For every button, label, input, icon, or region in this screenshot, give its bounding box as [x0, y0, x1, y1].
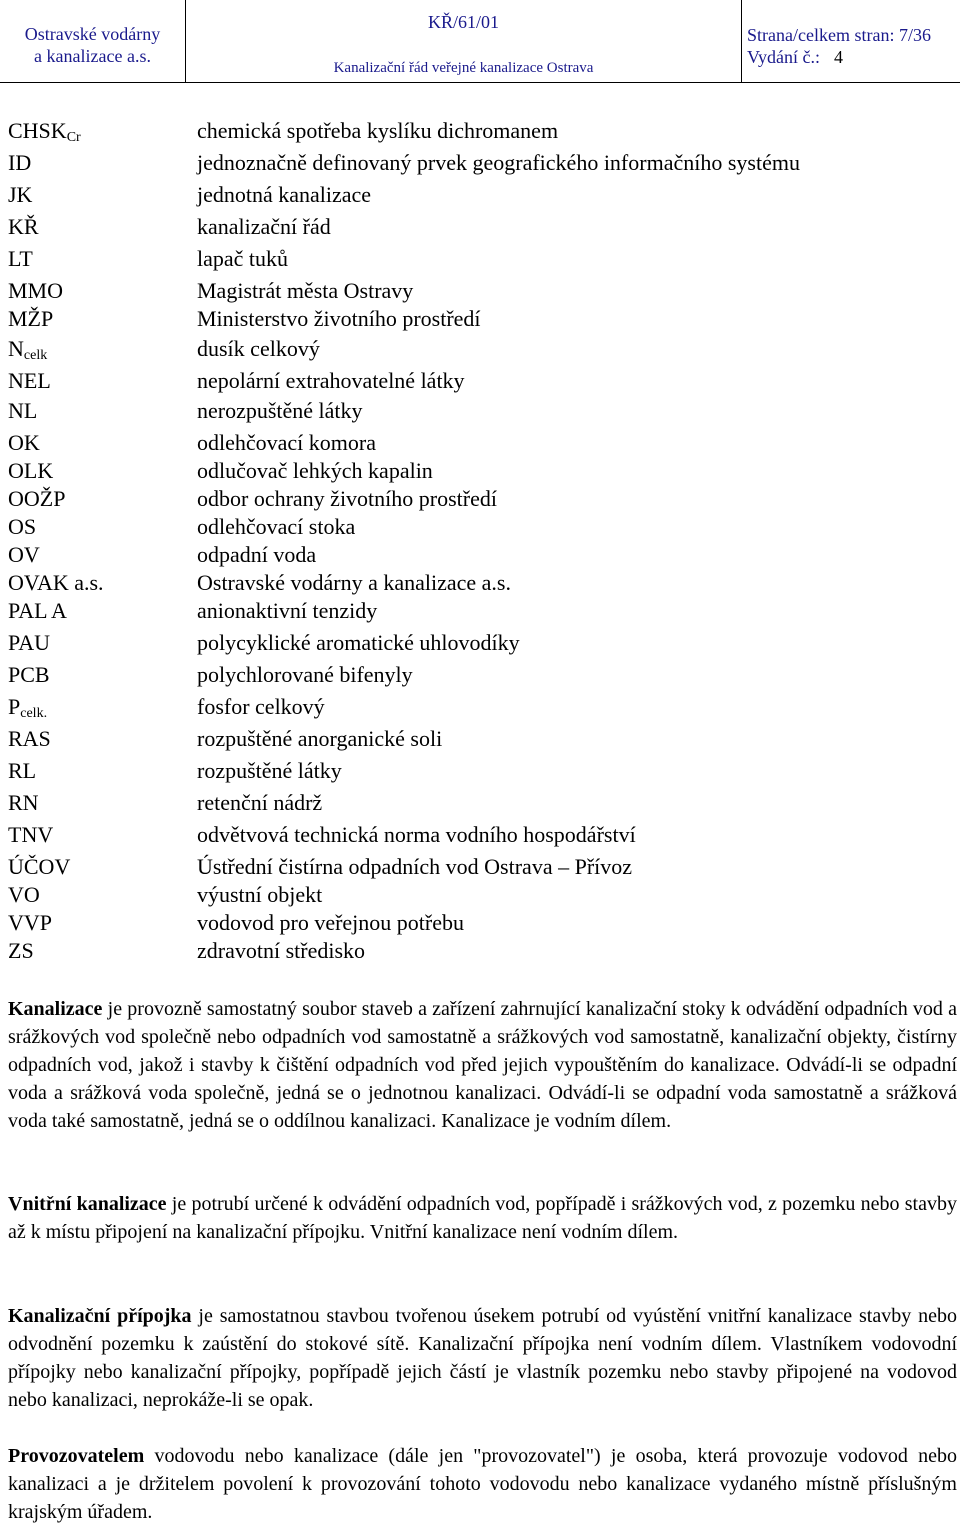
abbreviation-definition: rozpuštěné anorganické soli — [197, 726, 443, 751]
paragraph-text: vodovodu nebo kanalizace (dále jen "provozovatel") je osoba, která provozuje vodovod nebo kanalizaci a je držitelem povolení k provozování tohoto vodovodu nebo kanalizace vydaného místně příslušným krajským úřadem. — [8, 1445, 957, 1523]
paragraph-text: je potrubí určené k odvádění odpadních vod, popřípadě i srážkových vod, z pozemku nebo stavby až k místu připojení na kanalizační přípojku. Vnitřní kanalizace není vodním dílem. — [8, 1193, 957, 1243]
abbreviation-row — [0, 599, 960, 629]
abbreviation-text: NL — [8, 398, 38, 423]
abbreviation-text: PAU — [8, 630, 50, 655]
abbreviation — [8, 247, 33, 271]
abbreviation-definition: jednoznačně definovaný prvek geografického informačního systému — [197, 150, 800, 175]
abbreviation-text: MŽP — [8, 306, 54, 331]
abbreviation — [8, 759, 36, 783]
abbreviation — [8, 911, 52, 935]
abbreviation-row — [0, 215, 960, 245]
abbreviation-text: OS — [8, 514, 37, 539]
abbreviation — [8, 307, 53, 331]
header-company-cell — [0, 0, 185, 82]
abbreviation-row — [0, 487, 960, 517]
abbreviation-definition: odlučovač lehkých kapalin — [197, 458, 433, 483]
abbreviation-row — [0, 939, 960, 969]
abbreviation-row — [0, 543, 960, 573]
abbreviation-definition: vodovod pro veřejnou potřebu — [197, 910, 464, 935]
abbreviation-text: OOŽP — [8, 486, 66, 511]
abbreviation-text: ÚČOV — [8, 854, 71, 879]
abbreviation-definition: výustní objekt — [197, 882, 323, 907]
abbreviation — [8, 399, 37, 423]
term: Vnitřní kanalizace — [8, 1193, 167, 1215]
abbreviation-definition: jednotná kanalizace — [197, 182, 372, 207]
abbreviation — [8, 215, 39, 239]
company-name-line2: a kanalizace a.s. — [34, 46, 151, 66]
abbreviation-text: MMO — [8, 278, 64, 303]
abbreviation-text: VO — [8, 882, 40, 907]
abbreviation — [8, 459, 53, 483]
abbreviation-text: ID — [8, 150, 32, 175]
abbreviation-row — [0, 883, 960, 913]
abbreviation-row — [0, 119, 960, 149]
abbreviation-text: OLK — [8, 458, 54, 483]
abbreviation-row — [0, 759, 960, 789]
abbreviation-text: PAL A — [8, 598, 67, 623]
abbreviation-definition: odlehčovací stoka — [197, 514, 356, 539]
abbreviation-definition: anionaktivní tenzidy — [197, 598, 378, 623]
abbreviation — [8, 883, 40, 907]
abbreviation-text: ZS — [8, 938, 34, 963]
abbreviation-text: CHSK — [8, 118, 67, 143]
abbreviation-row — [0, 855, 960, 885]
term: Kanalizace — [8, 998, 103, 1020]
abbreviation-definition: polycyklické aromatické uhlovodíky — [197, 630, 520, 655]
abbreviation-text: RN — [8, 790, 39, 815]
abbreviation — [8, 543, 40, 567]
abbreviation-definition: Ústřední čistírna odpadních vod Ostrava – Přívoz — [197, 854, 633, 879]
abbreviation — [8, 151, 31, 175]
abbreviation-definition: nepolární extrahovatelné látky — [197, 368, 465, 393]
abbreviation-definition: kanalizační řád — [197, 214, 331, 239]
abbreviation-row — [0, 279, 960, 309]
abbreviation-row — [0, 695, 960, 725]
abbreviation — [8, 515, 36, 539]
abbreviation-row — [0, 183, 960, 213]
abbreviation-text: TNV — [8, 822, 54, 847]
abbreviation — [8, 791, 39, 815]
abbreviation-row — [0, 337, 960, 367]
abbreviation-definition: odlehčovací komora — [197, 430, 376, 455]
page-header — [0, 0, 960, 82]
abbreviation-definition: lapač tuků — [197, 246, 289, 271]
abbreviation-text: JK — [8, 182, 33, 207]
paragraph-text: je provozně samostatný soubor staveb a zařízení zahrnující kanalizační stoky k odvádění odpadních vod a srážkových vod společně nebo odpadních vod samostatně a srážkových vod samostatně, kanalizační objekty, čistírny odpadních vod, jakož i stavby k čištění odpadních vod před jejich vypouštěním do kanalizace. Odvádí-li se odpadní voda a srážková voda společně, jedná se o jednotnou kanalizaci. Odvádí-li se odpadní voda samostatně a srážková voda také samostatně, jedná se o oddílnou kanalizaci. Kanalizace je vodním dílem. — [8, 998, 957, 1132]
abbreviation — [8, 487, 65, 511]
abbreviation-row — [0, 823, 960, 853]
header-page-cell — [741, 0, 960, 82]
abbreviation-row — [0, 791, 960, 821]
abbreviation-row — [0, 399, 960, 429]
abbreviation-text: NEL — [8, 368, 51, 393]
abbreviation-row — [0, 663, 960, 693]
abbreviation-row — [0, 515, 960, 545]
abbreviation-text: P — [8, 694, 21, 719]
abbreviation-definition: odpadní voda — [197, 542, 317, 567]
abbreviation — [8, 183, 32, 207]
abbreviation-row — [0, 431, 960, 461]
abbreviation — [8, 631, 50, 655]
abbreviation-text: OK — [8, 430, 40, 455]
term: Provozovatelem — [8, 1445, 145, 1467]
abbreviation-row — [0, 571, 960, 601]
paragraph-vnitrni-kanalizace — [8, 1190, 957, 1246]
abbreviation — [8, 431, 40, 455]
abbreviation-text: OV — [8, 542, 40, 567]
paragraph-provozovatel — [8, 1442, 957, 1526]
abbreviation-definition: Ministerstvo životního prostředí — [197, 306, 481, 331]
abbreviation-definition: Magistrát města Ostravy — [197, 278, 414, 303]
abbreviation-text: OVAK a.s. — [8, 570, 104, 595]
document-code: KŘ/61/01 — [427, 12, 499, 32]
abbreviation-text: N — [8, 336, 24, 361]
abbreviation-row — [0, 151, 960, 181]
abbreviation-subscript: Cr — [66, 130, 81, 145]
abbreviation-row — [0, 369, 960, 399]
abbreviation-definition: nerozpuštěné látky — [197, 398, 363, 423]
abbreviation-row — [0, 459, 960, 489]
abbreviation — [8, 663, 50, 687]
abbreviation-row — [0, 631, 960, 661]
paragraph-kanalizace — [8, 995, 957, 1135]
abbreviation — [8, 855, 70, 879]
document-title: Kanalizační řád veřejné kanalizace Ostrava — [333, 60, 594, 76]
abbreviation-definition: chemická spotřeba kyslíku dichromanem — [197, 118, 559, 143]
abbreviation-definition: odvětvová technická norma vodního hospodářství — [197, 822, 636, 847]
abbreviation-text: VVP — [8, 910, 53, 935]
edition-number: 4 — [833, 47, 843, 67]
header-document-cell — [185, 0, 742, 82]
abbreviation-definition: odbor ochrany životního prostředí — [197, 486, 497, 511]
abbreviation-definition: polychlorované bifenyly — [197, 662, 413, 687]
abbreviation — [8, 823, 53, 847]
abbreviation — [8, 369, 51, 393]
abbreviation-definition: Ostravské vodárny a kanalizace a.s. — [197, 570, 511, 595]
abbreviation — [8, 279, 63, 303]
paragraph-text: je samostatnou stavbou tvořenou úsekem potrubí od vyústění vnitřní kanalizace stavby nebo odvodnění pozemku k zaústění do stokové sítě. Kanalizační přípojka není vodním dílem. Vlastníkem vodovodní přípojky nebo kanalizační přípojky, popřípadě jejich částí je vlastník pozemku nebo stavby připojené na vodovod nebo kanalizaci, neprokáže-li se opak. — [8, 1305, 957, 1411]
abbreviation-text: RAS — [8, 726, 51, 751]
abbreviation-subscript: celk — [23, 348, 48, 363]
abbreviation-row — [0, 307, 960, 337]
abbreviation — [8, 599, 67, 623]
abbreviation — [8, 695, 47, 719]
abbreviation — [8, 571, 104, 595]
abbreviation — [8, 939, 34, 963]
page-count: Strana/celkem stran: 7/36 — [747, 25, 931, 45]
abbreviation-text: KŘ — [8, 214, 39, 239]
header-divider — [0, 82, 960, 83]
edition — [747, 47, 843, 68]
abbreviation — [8, 727, 51, 751]
paragraph-kanalizacni-pripojka — [8, 1302, 957, 1414]
abbreviation-text: PCB — [8, 662, 50, 687]
abbreviation-definition: retenční nádrž — [197, 790, 323, 815]
abbreviation-definition: rozpuštěné látky — [197, 758, 342, 783]
edition-label: Vydání č.: — [747, 47, 820, 67]
abbreviation-text: LT — [8, 246, 33, 271]
abbreviation-text: RL — [8, 758, 37, 783]
abbreviation — [8, 119, 81, 143]
abbreviation-definition: fosfor celkový — [197, 694, 325, 719]
company-name-line1: Ostravské vodárny — [24, 24, 161, 44]
abbreviation — [8, 337, 47, 361]
abbreviation-definition: dusík celkový — [197, 336, 320, 361]
abbreviation-subscript: celk. — [20, 706, 48, 721]
abbreviation-row — [0, 247, 960, 277]
abbreviation-row — [0, 727, 960, 757]
abbreviation-row — [0, 911, 960, 941]
abbreviation-definition: zdravotní středisko — [197, 938, 366, 963]
term: Kanalizační přípojka — [8, 1305, 192, 1327]
